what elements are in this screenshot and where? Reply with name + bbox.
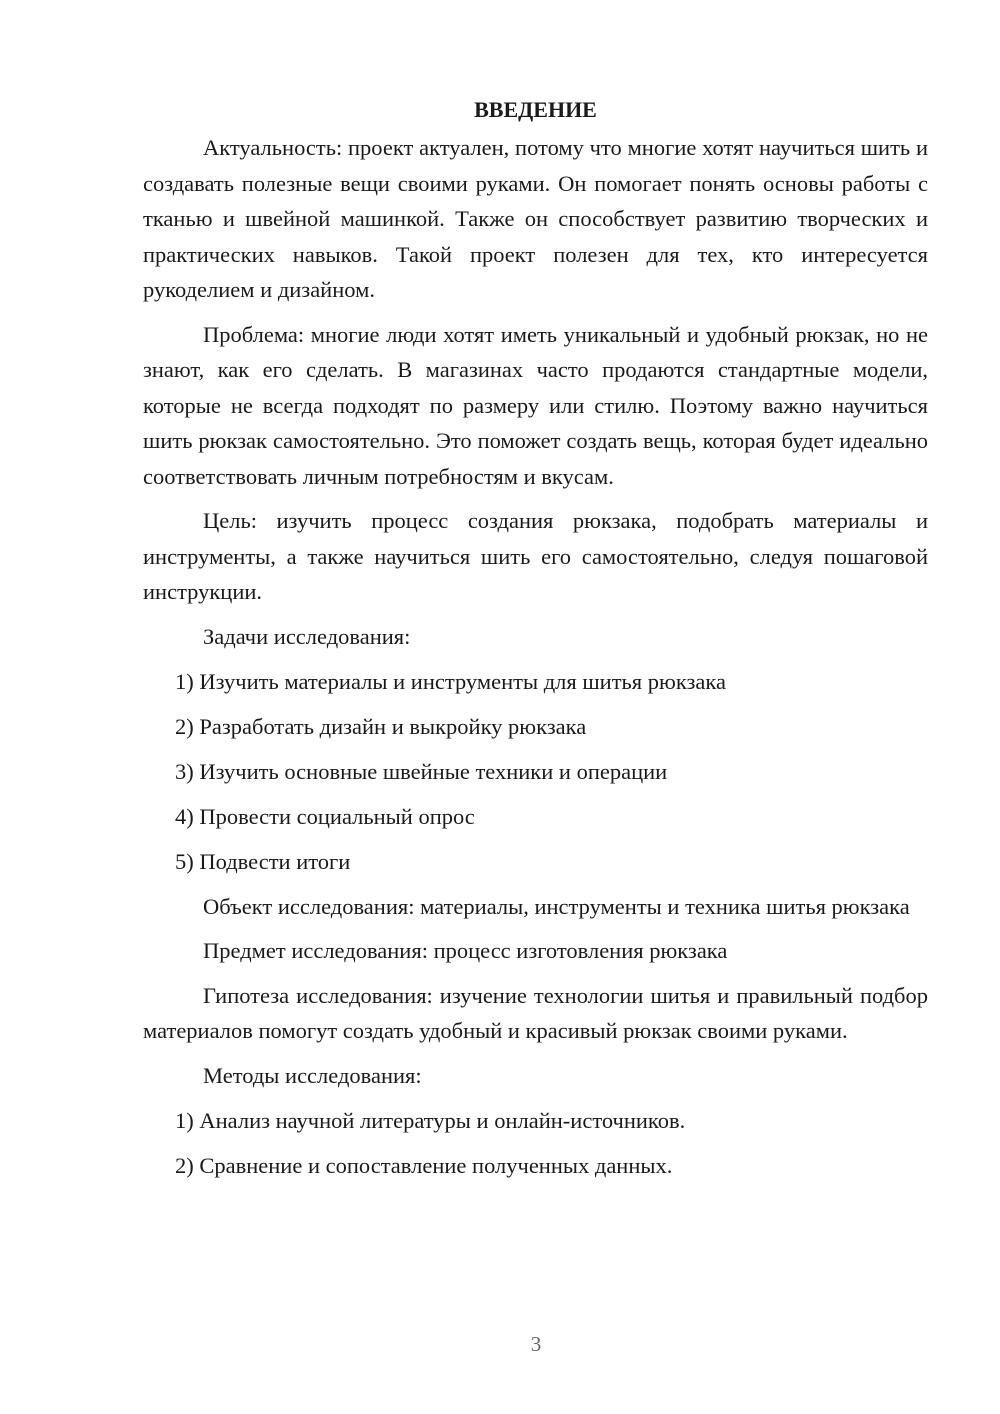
task-item-4: 4) Провести социальный опрос <box>175 803 475 829</box>
section-title: ВВЕДЕНИЕ <box>474 97 597 122</box>
task-item-5: 5) Подвести итоги <box>175 848 351 874</box>
task-item-2: 2) Разработать дизайн и выкройку рюкзака <box>175 713 587 739</box>
tasks-heading: Задачи исследования: <box>203 623 411 649</box>
method-item-1: 1) Анализ научной литературы и онлайн-источников. <box>175 1107 686 1133</box>
page-number: 3 <box>530 1332 542 1356</box>
task-item-1: 1) Изучить материалы и инструменты для шитья рюкзака <box>175 668 726 694</box>
relevance-paragraph: Актуальность: проект актуален, потому что многие хотят научиться шить и создавать полезные вещи своими руками. Он помогает понять основы работы с тканью и швейной машинкой. Также он способствует развитию творческих и практических навыков. Такой проект полезен для тех, кто интересуется рукоделием и дизайном. <box>143 135 928 302</box>
goal-paragraph: Цель: изучить процесс создания рюкзака, подобрать материалы и инструменты, а также научиться шить его самостоятельно, следуя пошаговой инструкции. <box>143 508 928 604</box>
problem-paragraph: Проблема: многие люди хотят иметь уникальный и удобный рюкзак, но не знают, как его сделать. В магазинах часто продаются стандартные модели, которые не всегда подходят по размеру или стилю. Поэтому важно научиться шить рюкзак самостоятельно. Это поможет создать вещь, которая будет идеально соответствовать личным потребностям и вкусам. <box>143 321 928 489</box>
page-content <box>143 92 928 1193</box>
subject-paragraph: Предмет исследования: процесс изготовления рюкзака <box>203 938 728 963</box>
method-item-2: 2) Сравнение и сопоставление полученных данных. <box>175 1152 673 1178</box>
methods-heading: Методы исследования: <box>203 1062 422 1088</box>
hypothesis-paragraph: Гипотеза исследования: изучение технологии шитья и правильный подбор материалов помогут создать удобный и красивый рюкзак своими руками. <box>143 982 928 1043</box>
object-paragraph: Объект исследования: материалы, инструменты и техника шитья рюкзака <box>203 893 910 919</box>
task-item-3: 3) Изучить основные швейные техники и операции <box>175 758 668 784</box>
